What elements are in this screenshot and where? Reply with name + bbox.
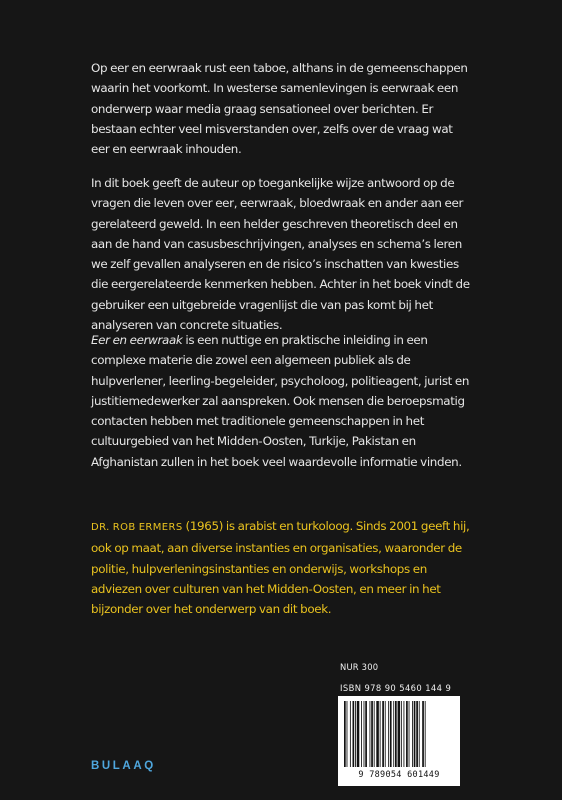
barcode-digits: 9 789054 601449: [358, 770, 440, 780]
barcode-bar: [409, 701, 410, 767]
barcode-bar: [393, 701, 394, 767]
barcode: [338, 696, 460, 786]
barcode-bar: [350, 701, 351, 767]
barcode-bar: [355, 701, 356, 767]
barcode-bar: [406, 701, 408, 767]
barcode-bar: [385, 701, 386, 767]
barcode-bars: [342, 701, 456, 769]
barcode-bar: [404, 701, 405, 767]
blurb-paragraph-3: [91, 330, 471, 472]
author-bio: [91, 516, 471, 619]
barcode-bar: [380, 701, 381, 767]
barcode-bar: [347, 701, 348, 767]
barcode-bar: [376, 701, 379, 767]
barcode-bar: [382, 701, 384, 767]
blurb-paragraph-3-text: is een nuttige en praktische inleiding in een complexe materie die zowel een algemeen publiek als de hulpverlener, leerling-begeleider, psycholoog, politieagent, jurist en justitiemedewerker zal aanspreken. Ook mensen die beroepsmatig contacten hebben met traditionele gemeenschappen in het cultuurgebied van het Midden-Oosten, Turkije, Pakistan en Afghanistan zullen in het boek veel waardevolle informatie vinden.: [91, 333, 470, 469]
barcode-bar: [388, 701, 389, 767]
barcode-bar: [370, 701, 371, 767]
barcode-bar: [344, 701, 346, 767]
barcode-bar: [414, 701, 416, 767]
barcode-bar: [422, 701, 424, 767]
barcode-bar: [401, 701, 402, 767]
blurb-paragraph-2: In dit boek geeft de auteur op toegankelijke wijze antwoord op de vragen die leven over eer, eerwraak, bloedwraak en ander aan eer gerelateerd geweld. In een helder geschreven theoretisch deel en aan de hand van casusbeschrijvingen, analyses en schema’s leren we zelf gevallen analyseren en de risico’s inschatten van kwesties die eergerelateerde kenmerken hebben. Achter in het boek vindt de gebruiker een uitgebreide vragenlijst die van pas komt bij het analyseren van concrete situaties.: [91, 176, 470, 333]
barcode-bar: [416, 701, 418, 767]
barcode-bar: [371, 701, 373, 767]
barcode-bar: [395, 701, 397, 767]
barcode-bar: [353, 701, 355, 767]
barcode-bar: [398, 701, 401, 767]
isbn-number: ISBN 978 90 5460 144 9: [340, 683, 452, 693]
author-name: DR. ROB ERMERS: [91, 522, 183, 533]
barcode-bar: [361, 701, 362, 767]
blurb-paragraph-1: Op eer en eerwraak rust een taboe, althans in de gemeenschappen waarin het voorkomt. In westerse samenlevingen is eerwraak een onderwerp waar media graag sensationeel over berichten. Er bestaan echter veel misverstanden over, zelfs over de vraag wat eer en eerwraak inhouden.: [91, 61, 468, 157]
barcode-bar: [419, 701, 420, 767]
barcode-bar: [390, 701, 392, 767]
publisher-logo: BULAAQ: [91, 760, 156, 772]
barcode-bar: [425, 701, 426, 767]
author-bio-text: (1965) is arabist en turkoloog. Sinds 2001 geeft hij, ook op maat, aan diverse instanties en organisaties, waaronder de politie, hulpverleningsinstanties en onderwijs, workshops en adviezen over culturen van het Midden-Oosten, en meer in het bijzonder over het onderwerp van dit boek.: [91, 519, 470, 617]
nur-code: NUR 300: [340, 662, 379, 672]
barcode-bar: [357, 701, 360, 767]
barcode-bar: [412, 701, 413, 767]
barcode-bar: [374, 701, 375, 767]
book-title: Eer en eerwraak: [91, 333, 183, 347]
barcode-bar: [364, 701, 365, 767]
barcode-bar: [365, 701, 367, 767]
